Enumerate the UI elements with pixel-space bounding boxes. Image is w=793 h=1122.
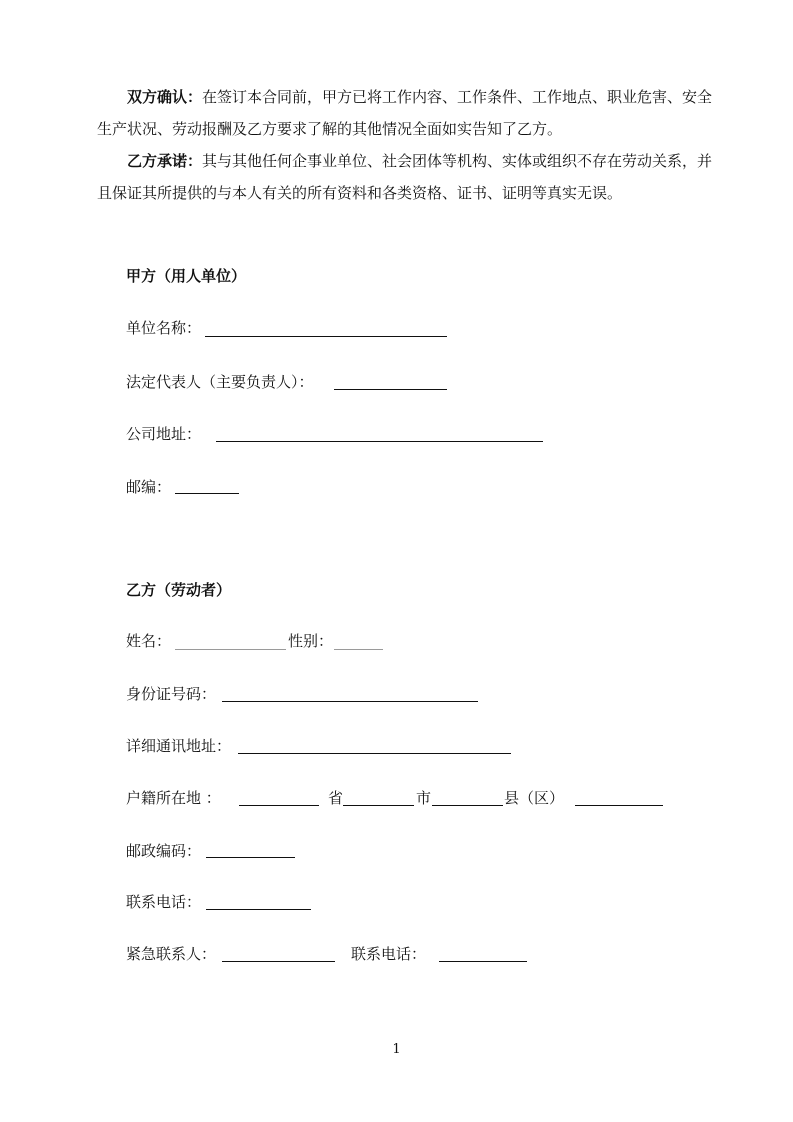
party-b-heading: 乙方（劳动者） [126,581,232,599]
promise-label: 乙方承诺： [127,152,203,170]
gender-label: 性别： [288,632,334,650]
hukou-field-1[interactable] [239,805,319,806]
mail-address-field[interactable] [238,753,511,754]
county-field[interactable] [575,805,663,806]
mail-address-label: 详细通讯地址： [126,737,232,755]
province-label: 省 [328,789,344,807]
company-address-label: 公司地址： [126,425,202,443]
name-label: 姓名： [126,632,172,650]
phone-field[interactable] [206,909,311,910]
unit-name-label: 单位名称： [126,319,202,337]
emergency-phone-label: 联系电话： [351,945,427,963]
promise-paragraph [97,145,717,209]
city-field[interactable] [432,805,503,806]
emergency-phone-field[interactable] [439,961,527,962]
id-number-field[interactable] [222,701,478,702]
province-field[interactable] [343,805,414,806]
company-address-field[interactable] [216,441,543,442]
confirm-text: 在签订本合同前，甲方已将工作内容、工作条件、工作地点、职业危害、安全生产状况、劳动报酬及乙方要求了解的其他情况全面如实告知了乙方。 [97,88,713,138]
emergency-contact-field[interactable] [222,961,335,962]
unit-name-field[interactable] [205,336,447,337]
name-field[interactable] [175,649,286,650]
party-a-heading: 甲方（用人单位） [126,267,247,285]
phone-label: 联系电话： [126,893,202,911]
confirm-label: 双方确认： [127,88,203,106]
promise-text: 其与其他任何企事业单位、社会团体等机构、实体或组织不存在劳动关系，并且保证其所提供的与本人有关的所有资料和各类资格、证书、证明等真实无误。 [97,152,713,202]
gender-field[interactable] [334,649,383,650]
postal-code-field[interactable] [206,857,295,858]
city-label: 市 [416,789,432,807]
id-number-label: 身份证号码： [126,685,217,703]
postcode-field[interactable] [175,493,239,494]
county-label: 县（区） [504,789,565,807]
page-number: 1 [392,1042,401,1057]
postcode-label: 邮编： [126,478,172,496]
postal-code-label: 邮政编码： [126,842,202,860]
confirm-paragraph [97,81,717,145]
legal-rep-label: 法定代表人（主要负责人）： [126,373,314,391]
hukou-label: 户籍所在地 ： [126,789,221,807]
legal-rep-field[interactable] [334,389,447,390]
emergency-contact-label: 紧急联系人： [126,945,217,963]
